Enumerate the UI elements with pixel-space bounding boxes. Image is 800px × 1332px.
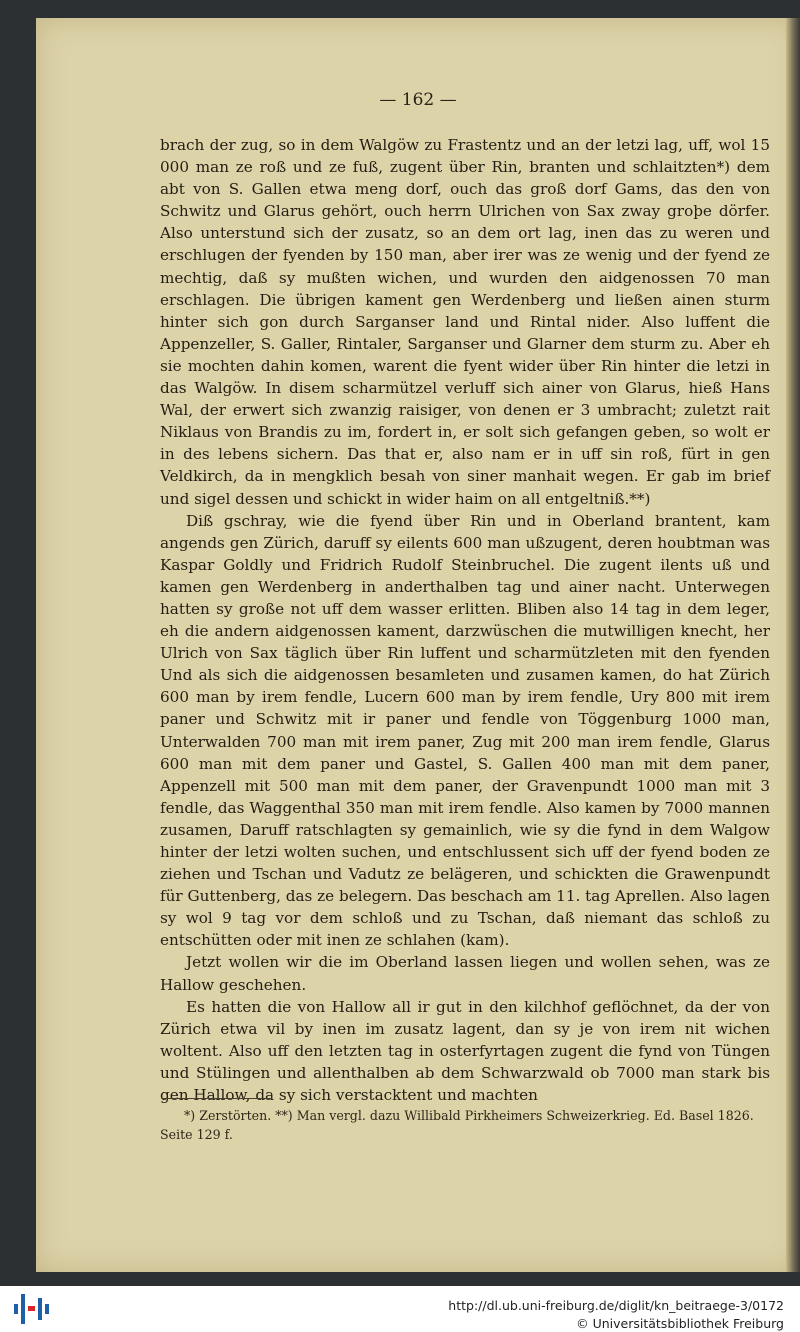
footnotes: *) Zerstörten. **) Man vergl. dazu Willibald Pirkheimers Schweizerkrieg. Ed. Basel 1826. Seite 129 f. <box>160 1108 754 1142</box>
paragraph: Diß gschray, wie die fyend über Rin und in Oberland brantent, kam angends gen Zürich, daruff sy eilents 600 man ußzugent, deren houbtman was Kaspar Goldly und Fridrich Rudolf Steinbruchel. Die zugent ilents uß und kamen gen Werdenberg in anderthalben tag und ainer nacht. Unterwegen hatten sy große not uff dem wasser erlitten. Bliben also 14 tag in dem leger, eh die andern aidgenossen kament, darzwüschen die mutwilligen knecht, her Ulrich von Sax täglich über Rin luffent und scharmützleten mit den fyenden Und als sich die aidgenossen besamleten und zusamen kamen, do hat Zürich 600 man by irem fendle, Lucern 600 man by irem fendle, Ury 800 mit irem paner und Schwitz mit ir paner und fendle von Töggenburg 1000 man, Unterwalden 700 man mit irem paner, Zug mit 200 man irem fendle, Glarus 600 man mit dem paner und Gastel, S. Gallen 400 man mit dem paner, Appenzell mit 500 man mit dem paner, der Gravenpundt 1000 man mit 3 fendle, das Waggenthal 350 man mit irem fendle. Also kamen by 7000 mannen zusamen, Daruff ratschlagten sy gemainlich, wie sy die fynd in dem Walgow hinter der letzi wolten suchen, und entschlussent sich uff der fyend boden ze ziehen und Tschan und Vadutz ze belägeren, und schickten die Grawenpundt für Guttenberg, das ze belegern. Das beschach am 11. tag Aprellen. Also lagen sy wol 9 tag vor dem schloß und zu Tschan, daß niemant das schloß zu entschütten oder mit inen ze schlahen (kam). <box>160 511 770 950</box>
paragraph: Jetzt wollen wir die im Oberland lassen liegen und wollen sehen, was ze Hallow geschehen. <box>160 953 770 994</box>
book-spine-edge <box>786 18 800 1272</box>
body-text <box>160 134 770 1106</box>
paragraph: brach der zug, so in dem Walgöw zu Frastentz und an der letzi lag, uff, wol 15 000 man ze roß und ze fuß, zugent über Rin, branten und schlaitzten*) dem abt von S. Gallen etwa meng dorf, ouch das groß dorf Gams, das den von Schwitz und Glarus gehört, ouch herrn Ulrichen von Sax zway groþe dörfer. Also unterstund sich der zusatz, so an dem ort lag, inen das zu weren und erschlugen der fyenden by 150 man, aber irer was ze wenig und der fyend ze mechtig, daß sy mußten wichen, und wurden den aidgenossen 70 man erschlagen. Die übrigen kament gen Werdenberg und ließen ainen sturm hinter sich gon durch Sarganser land und Rintal nider. Also luffent die Appenzeller, S. Galler, Rintaler, Sarganser und Glarner dem sturm zu. Aber eh sie mochten dahin komen, warent die fyent wider über Rin hinter die letzi in das Walgöw. In disem scharmützel verluff sich ainer von Glarus, hieß Hans Wal, der erwert sich zwanzig raisiger, von denen er 3 umbracht; zuletzt rait Niklaus von Brandis zu im, fordert in, er solt sich gefangen geben, so wolt er in des lebens sichern. Das that er, also nam er in uff sin roß, fürt in gen Veldkirch, da in mengklich besah von siner manhait wegen. Er gab im brief und sigel dessen und schickt in wider haim on all entgeltniß.**) <box>160 136 770 508</box>
page-number: — 162 — <box>379 90 457 110</box>
copyright-notice: © Universitätsbibliothek Freiburg <box>576 1316 784 1331</box>
footnote-divider <box>162 1098 272 1099</box>
scanned-page <box>36 18 800 1272</box>
ub-freiburg-logo-icon <box>10 1288 54 1330</box>
permalink-url[interactable]: http://dl.ub.uni-freiburg.de/diglit/kn_beitraege-3/0172 <box>448 1298 784 1313</box>
paragraph: Es hatten die von Hallow all ir gut in den kilchhof geflöchnet, da der von Zürich etwa vil by inen im zusatz lagent, dan sy je von irem nit wichen woltent. Also uff den letzten tag in osterfyrtagen zugent die fynd von Tüngen und Stülingen und allenthalben ab dem Schwarzwald ob 7000 man stark bis gen Hallow, da sy sich verstacktent und machten <box>160 997 770 1105</box>
